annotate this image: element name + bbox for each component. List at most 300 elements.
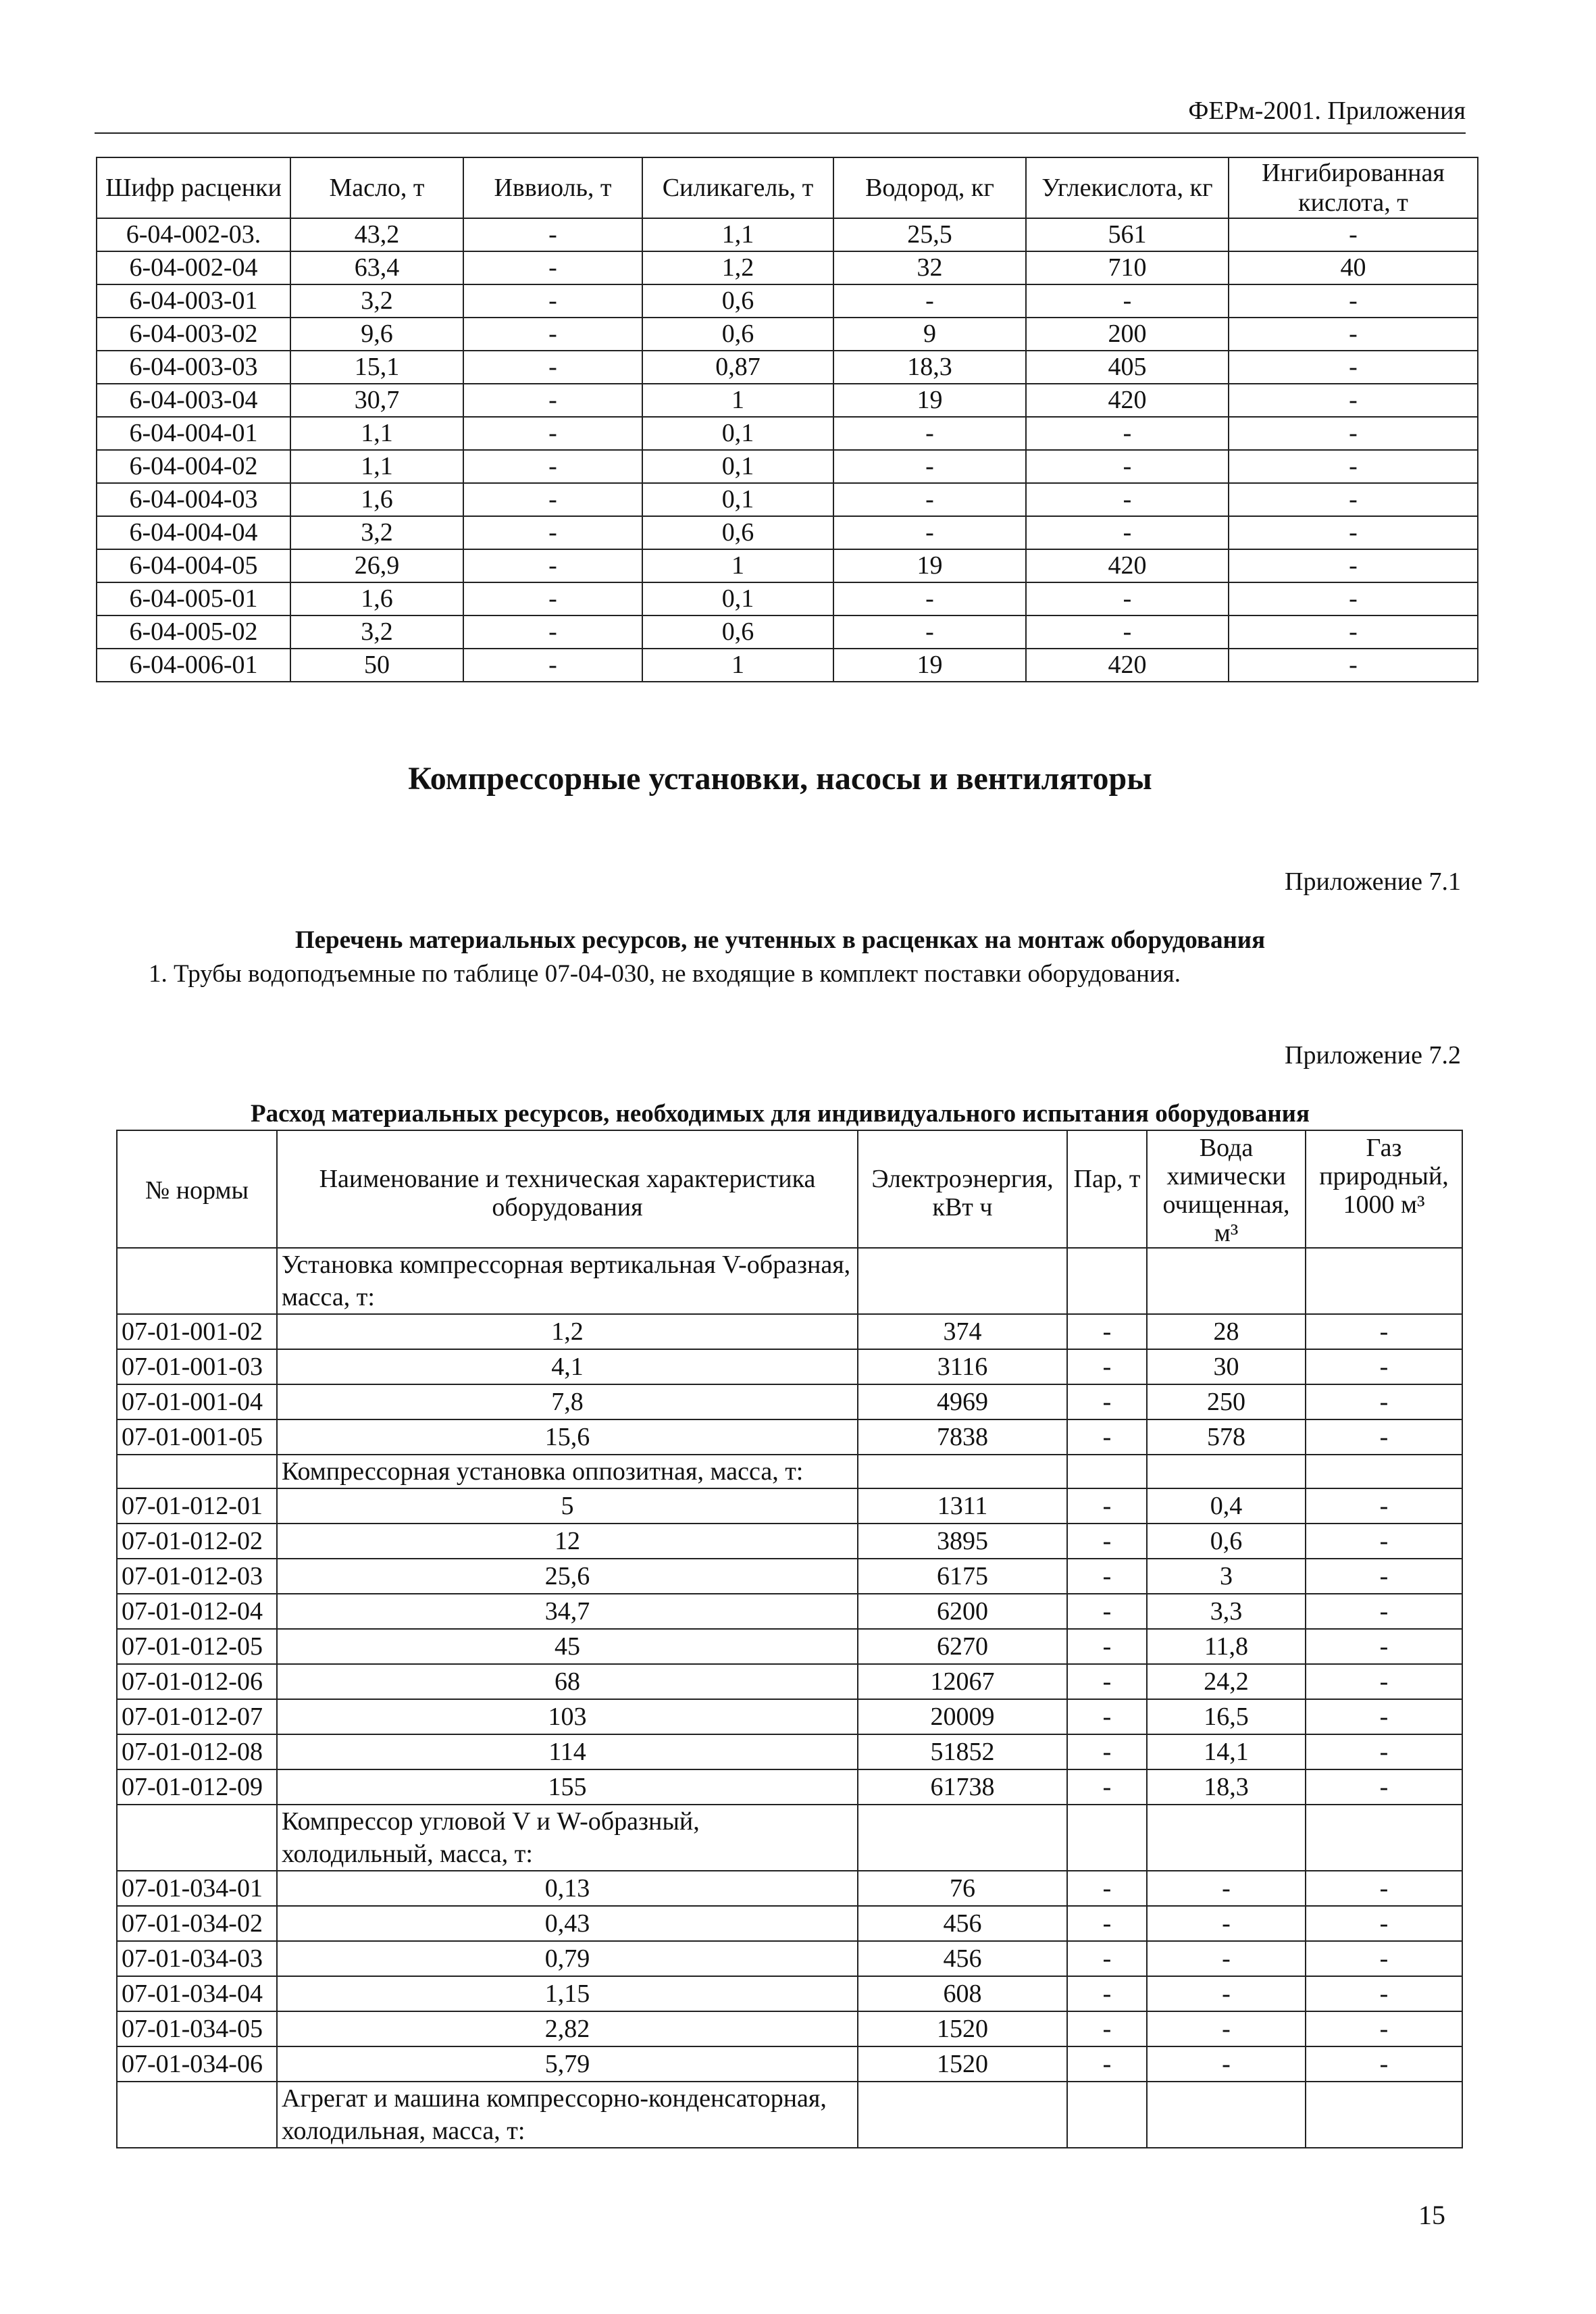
appendix-7-2-label: Приложение 7.2 [1285, 1041, 1461, 1070]
row-code: 6-04-006-01 [97, 649, 290, 682]
table-row [97, 417, 1478, 450]
table-cell: - [1306, 1488, 1462, 1524]
table-cell: - [1067, 1488, 1147, 1524]
table-cell: 25,5 [833, 218, 1026, 251]
table-body [117, 1248, 1462, 2148]
table-cell: - [463, 582, 642, 615]
table-cell: - [1306, 1314, 1462, 1349]
table-row [117, 1629, 1462, 1664]
table-row [97, 516, 1478, 549]
table-cell: 12 [277, 1524, 858, 1559]
page-number: 15 [1418, 2200, 1445, 2230]
row-norm: 07-01-012-03 [117, 1559, 277, 1594]
row-code: 6-04-004-03 [97, 483, 290, 516]
table-cell [1147, 2082, 1306, 2148]
table-row [97, 549, 1478, 582]
table-header-row [117, 1130, 1462, 1248]
table-cell: 9,6 [290, 318, 463, 351]
row-code: 6-04-004-02 [97, 450, 290, 483]
table-row [117, 1699, 1462, 1734]
table-cell: - [1229, 615, 1478, 649]
table-cell: - [1147, 1871, 1306, 1906]
table-cell: 0,6 [1147, 1524, 1306, 1559]
table-cell: 456 [858, 1941, 1067, 1976]
table-cell: 24,2 [1147, 1664, 1306, 1699]
table-row [117, 1871, 1462, 1906]
table-row [117, 1559, 1462, 1594]
table-cell: - [463, 615, 642, 649]
row-norm: 07-01-001-04 [117, 1384, 277, 1419]
table-cell: 25,6 [277, 1559, 858, 1594]
table-cell: 15,1 [290, 351, 463, 384]
table-cell: - [833, 615, 1026, 649]
table-cell: - [833, 284, 1026, 318]
table-cell: 0,1 [642, 417, 833, 450]
table-cell: - [463, 417, 642, 450]
table-cell: - [1306, 1524, 1462, 1559]
group-row [117, 1248, 1462, 1314]
header-rule [95, 132, 1466, 134]
table-cell: - [1067, 1594, 1147, 1629]
table-cell: - [1026, 483, 1229, 516]
table-row [97, 450, 1478, 483]
table-cell: 1,1 [642, 218, 833, 251]
row-norm: 07-01-012-08 [117, 1734, 277, 1769]
col-water: Вода химически очищенная, м³ [1147, 1130, 1306, 1248]
col-header: Углекислота, кг [1026, 157, 1229, 218]
table-row [97, 582, 1478, 615]
table-cell: - [1229, 483, 1478, 516]
table-row [117, 1906, 1462, 1941]
table-cell: 1,6 [290, 582, 463, 615]
table-row [117, 1384, 1462, 1419]
table-cell: 0,6 [642, 516, 833, 549]
col-header: Иввиоль, т [463, 157, 642, 218]
table-cell [117, 1805, 277, 1871]
table-cell: - [1067, 1664, 1147, 1699]
table-row [117, 1769, 1462, 1805]
row-norm: 07-01-034-03 [117, 1941, 277, 1976]
table-body [97, 218, 1478, 682]
table-cell: 3,2 [290, 284, 463, 318]
table-cell: 1,1 [290, 417, 463, 450]
table-cell: 20009 [858, 1699, 1067, 1734]
table-row [97, 351, 1478, 384]
table-cell: - [1026, 284, 1229, 318]
table-row [117, 2011, 1462, 2046]
table-cell: 11,8 [1147, 1629, 1306, 1664]
table-cell: 1,15 [277, 1976, 858, 2011]
table-cell: 28 [1147, 1314, 1306, 1349]
table-cell: - [1067, 1524, 1147, 1559]
table-cell: - [463, 351, 642, 384]
table-cell [858, 2082, 1067, 2148]
table-cell: - [1067, 1419, 1147, 1455]
row-code: 6-04-004-05 [97, 549, 290, 582]
table-cell: 103 [277, 1699, 858, 1734]
table-cell: 0,79 [277, 1941, 858, 1976]
table-cell: - [1147, 2011, 1306, 2046]
table-cell: - [1229, 649, 1478, 682]
table-cell: - [463, 483, 642, 516]
table-cell: - [1067, 2011, 1147, 2046]
section-title: Компрессорные установки, насосы и вентиляторы [408, 761, 1152, 797]
row-code: 6-04-005-02 [97, 615, 290, 649]
group-label: Компрессорная установка оппозитная, масса, т: [277, 1455, 858, 1488]
table-cell: 3,2 [290, 615, 463, 649]
table-cell: - [1229, 318, 1478, 351]
table-cell: - [1229, 450, 1478, 483]
table-cell [1067, 1455, 1147, 1488]
table-cell [117, 2082, 277, 2148]
table-cell: - [1147, 2046, 1306, 2082]
row-code: 6-04-003-02 [97, 318, 290, 351]
table-cell: 15,6 [277, 1419, 858, 1455]
group-row [117, 2082, 1462, 2148]
row-norm: 07-01-012-04 [117, 1594, 277, 1629]
table-row [117, 1594, 1462, 1629]
group-label: Установка компрессорная вертикальная V-образная, масса, т: [277, 1248, 858, 1314]
table-cell [1147, 1805, 1306, 1871]
table-cell: 7,8 [277, 1384, 858, 1419]
table-cell: 6175 [858, 1559, 1067, 1594]
table-cell: - [1306, 1976, 1462, 2011]
table-cell: 9 [833, 318, 1026, 351]
table-cell: - [1229, 284, 1478, 318]
appendix-7-1-label: Приложение 7.1 [1285, 867, 1461, 896]
table-cell: - [1026, 582, 1229, 615]
row-code: 6-04-003-04 [97, 384, 290, 417]
col-header: Шифр расценки [97, 157, 290, 218]
table-cell: 561 [1026, 218, 1229, 251]
table-cell: 6200 [858, 1594, 1067, 1629]
table-cell: - [1067, 1976, 1147, 2011]
table-cell: - [463, 450, 642, 483]
table-cell: 1 [642, 549, 833, 582]
table-row [117, 1488, 1462, 1524]
table-cell: 0,43 [277, 1906, 858, 1941]
group-row [117, 1805, 1462, 1871]
table-cell: - [1229, 384, 1478, 417]
table-row [117, 2046, 1462, 2082]
table-cell: 26,9 [290, 549, 463, 582]
table-cell: - [1147, 1906, 1306, 1941]
row-code: 6-04-002-03. [97, 218, 290, 251]
row-norm: 07-01-034-05 [117, 2011, 277, 2046]
table-cell: 3895 [858, 1524, 1067, 1559]
group-label: Компрессор угловой V и W-образный, холодильный, масса, т: [277, 1805, 858, 1871]
table-row [117, 1419, 1462, 1455]
table-cell: 16,5 [1147, 1699, 1306, 1734]
table-cell: - [1026, 615, 1229, 649]
table-cell: 34,7 [277, 1594, 858, 1629]
table-cell: 76 [858, 1871, 1067, 1906]
appendix-7-1-item: 1. Трубы водоподъемные по таблице 07-04-030, не входящие в комплект поставки оборудования. [149, 960, 1181, 988]
table-cell: - [1067, 1906, 1147, 1941]
table-cell [1067, 1805, 1147, 1871]
table-cell: 14,1 [1147, 1734, 1306, 1769]
col-power: Электроэнергия, кВт ч [858, 1130, 1067, 1248]
table-cell: - [1067, 1699, 1147, 1734]
col-header: Водород, кг [833, 157, 1026, 218]
row-norm: 07-01-012-05 [117, 1629, 277, 1664]
table-cell: 30 [1147, 1349, 1306, 1384]
table-cell: 4,1 [277, 1349, 858, 1384]
table-cell: - [1306, 1384, 1462, 1419]
table-cell: 0,13 [277, 1871, 858, 1906]
col-header: Ингибированная кислота, т [1229, 157, 1478, 218]
row-code: 6-04-003-03 [97, 351, 290, 384]
table-row [97, 318, 1478, 351]
group-row [117, 1455, 1462, 1488]
table-cell: - [1229, 582, 1478, 615]
table-header-row [97, 157, 1478, 218]
table-cell: - [463, 251, 642, 284]
table-cell: 0,1 [642, 483, 833, 516]
table-cell: 43,2 [290, 218, 463, 251]
table-cell: - [1026, 450, 1229, 483]
table-cell: 1,1 [290, 450, 463, 483]
row-norm: 07-01-034-04 [117, 1976, 277, 2011]
table-cell: - [463, 284, 642, 318]
table-row [97, 251, 1478, 284]
col-name: Наименование и техническая характеристика оборудования [277, 1130, 858, 1248]
table-cell [117, 1455, 277, 1488]
table-cell [1067, 1248, 1147, 1314]
row-norm: 07-01-034-06 [117, 2046, 277, 2082]
appendix-7-2-title: Расход материальных ресурсов, необходимых для индивидуального испытания оборудования [250, 1100, 1310, 1128]
row-code: 6-04-002-04 [97, 251, 290, 284]
table-cell: - [1306, 1419, 1462, 1455]
table-cell: - [1147, 1976, 1306, 2011]
table-cell: 1520 [858, 2046, 1067, 2082]
table-cell: 420 [1026, 384, 1229, 417]
table-cell: - [1306, 2046, 1462, 2082]
table-cell: - [1026, 516, 1229, 549]
table-row [117, 1941, 1462, 1976]
table-cell: - [1306, 1906, 1462, 1941]
table-row [97, 218, 1478, 251]
table-cell: 5 [277, 1488, 858, 1524]
row-norm: 07-01-034-02 [117, 1906, 277, 1941]
table-cell: - [1229, 351, 1478, 384]
row-norm: 07-01-001-03 [117, 1349, 277, 1384]
table-cell: 19 [833, 549, 1026, 582]
table-cell: 0,6 [642, 284, 833, 318]
table-cell: 18,3 [833, 351, 1026, 384]
table-cell: - [463, 516, 642, 549]
table-cell: - [1306, 1594, 1462, 1629]
table-cell: 1,2 [642, 251, 833, 284]
col-norm: № нормы [117, 1130, 277, 1248]
table-cell: 3,2 [290, 516, 463, 549]
table-cell: - [1067, 1769, 1147, 1805]
running-header: ФЕРм-2001. Приложения [1188, 97, 1466, 125]
row-norm: 07-01-012-02 [117, 1524, 277, 1559]
row-code: 6-04-003-01 [97, 284, 290, 318]
table-cell: 155 [277, 1769, 858, 1805]
table-row [97, 483, 1478, 516]
table-cell: 5,79 [277, 2046, 858, 2082]
table-cell: - [1306, 1699, 1462, 1734]
table-cell: - [1229, 218, 1478, 251]
table-cell: 32 [833, 251, 1026, 284]
table-cell: - [463, 318, 642, 351]
table-row [117, 1349, 1462, 1384]
table-row [97, 284, 1478, 318]
table-cell: 1311 [858, 1488, 1067, 1524]
table-cell: - [1306, 1769, 1462, 1805]
row-code: 6-04-004-04 [97, 516, 290, 549]
table-cell: - [1306, 1559, 1462, 1594]
table-cell: 3,3 [1147, 1594, 1306, 1629]
table-cell: 405 [1026, 351, 1229, 384]
table-cell: - [1067, 1384, 1147, 1419]
table-cell: - [463, 218, 642, 251]
table-cell: - [1306, 1734, 1462, 1769]
table-cell: 1 [642, 384, 833, 417]
row-norm: 07-01-001-02 [117, 1314, 277, 1349]
table-cell: 3 [1147, 1559, 1306, 1594]
table-cell: - [463, 549, 642, 582]
table-cell: 710 [1026, 251, 1229, 284]
table-cell [1306, 1248, 1462, 1314]
table-cell: - [1067, 1314, 1147, 1349]
table-cell: 30,7 [290, 384, 463, 417]
table-cell: 420 [1026, 649, 1229, 682]
table-row [97, 384, 1478, 417]
table-row [117, 1314, 1462, 1349]
row-norm: 07-01-001-05 [117, 1419, 277, 1455]
table-cell: - [1067, 1559, 1147, 1594]
row-norm: 07-01-012-07 [117, 1699, 277, 1734]
table-cell: 0,1 [642, 450, 833, 483]
table-cell: 40 [1229, 251, 1478, 284]
table-cell: 3116 [858, 1349, 1067, 1384]
appendix-7-1-title: Перечень материальных ресурсов, не учтенных в расценках на монтаж оборудования [294, 926, 1266, 954]
table-cell: - [833, 417, 1026, 450]
row-norm: 07-01-012-09 [117, 1769, 277, 1805]
table-cell: - [1306, 2011, 1462, 2046]
table-cell: 7838 [858, 1419, 1067, 1455]
table-cell: - [1067, 1734, 1147, 1769]
table-cell: - [1026, 417, 1229, 450]
table-cell: - [1306, 1629, 1462, 1664]
table-cell: 19 [833, 649, 1026, 682]
table-cell: 456 [858, 1906, 1067, 1941]
table-cell: 1520 [858, 2011, 1067, 2046]
table-cell [858, 1455, 1067, 1488]
row-code: 6-04-004-01 [97, 417, 290, 450]
table-cell: - [1229, 516, 1478, 549]
table-cell: - [1067, 1871, 1147, 1906]
table-materials-6-04 [96, 157, 1478, 682]
row-norm: 07-01-012-06 [117, 1664, 277, 1699]
table-cell [1147, 1248, 1306, 1314]
table-cell: 200 [1026, 318, 1229, 351]
table-cell: 250 [1147, 1384, 1306, 1419]
table-cell: - [1067, 1629, 1147, 1664]
table-cell: - [1229, 549, 1478, 582]
table-cell [1147, 1455, 1306, 1488]
table-cell: 114 [277, 1734, 858, 1769]
table-cell: - [833, 516, 1026, 549]
table-cell: 2,82 [277, 2011, 858, 2046]
table-row [117, 1976, 1462, 2011]
table-cell: 0,6 [642, 615, 833, 649]
table-cell: - [1147, 1941, 1306, 1976]
table-row [97, 615, 1478, 649]
table-cell: 0,87 [642, 351, 833, 384]
table-cell [1306, 1455, 1462, 1488]
col-header: Силикагель, т [642, 157, 833, 218]
table-cell [117, 1248, 277, 1314]
row-norm: 07-01-012-01 [117, 1488, 277, 1524]
table-cell: 374 [858, 1314, 1067, 1349]
table-cell [858, 1805, 1067, 1871]
group-label: Агрегат и машина компрессорно-конденсаторная, холодильная, масса, т: [277, 2082, 858, 2148]
table-cell: 1,2 [277, 1314, 858, 1349]
table-cell: - [1306, 1349, 1462, 1384]
table-cell: - [463, 649, 642, 682]
table-cell: 4969 [858, 1384, 1067, 1419]
table-cell: 420 [1026, 549, 1229, 582]
table-cell: 0,6 [642, 318, 833, 351]
table-cell: 608 [858, 1976, 1067, 2011]
table-cell: 12067 [858, 1664, 1067, 1699]
table-cell: 0,4 [1147, 1488, 1306, 1524]
table-cell: 50 [290, 649, 463, 682]
row-code: 6-04-005-01 [97, 582, 290, 615]
table-cell: - [833, 582, 1026, 615]
table-cell: 1,6 [290, 483, 463, 516]
table-cell: - [1306, 1871, 1462, 1906]
table-test-resources [116, 1130, 1463, 2148]
col-header: Масло, т [290, 157, 463, 218]
table-row [97, 649, 1478, 682]
table-cell: 68 [277, 1664, 858, 1699]
table-cell: - [1067, 2046, 1147, 2082]
table-cell [1067, 2082, 1147, 2148]
table-row [117, 1734, 1462, 1769]
table-row [117, 1524, 1462, 1559]
table-cell: 45 [277, 1629, 858, 1664]
table-cell: 6270 [858, 1629, 1067, 1664]
table-cell: 1 [642, 649, 833, 682]
row-norm: 07-01-034-01 [117, 1871, 277, 1906]
col-gas: Газ природный, 1000 м³ [1306, 1130, 1462, 1248]
table-cell: - [463, 384, 642, 417]
table-cell [1306, 1805, 1462, 1871]
table-cell: 578 [1147, 1419, 1306, 1455]
table-cell: - [1229, 417, 1478, 450]
table-cell: 0,1 [642, 582, 833, 615]
table-cell: 18,3 [1147, 1769, 1306, 1805]
table-cell: 51852 [858, 1734, 1067, 1769]
table-cell: - [1306, 1664, 1462, 1699]
table-cell: - [1067, 1941, 1147, 1976]
table-cell: - [833, 483, 1026, 516]
table-cell: - [1067, 1349, 1147, 1384]
table-cell: - [1306, 1941, 1462, 1976]
table-cell: 63,4 [290, 251, 463, 284]
col-steam: Пар, т [1067, 1130, 1147, 1248]
table-cell [1306, 2082, 1462, 2148]
table-cell [858, 1248, 1067, 1314]
table-cell: 19 [833, 384, 1026, 417]
table-cell: - [833, 450, 1026, 483]
table-row [117, 1664, 1462, 1699]
